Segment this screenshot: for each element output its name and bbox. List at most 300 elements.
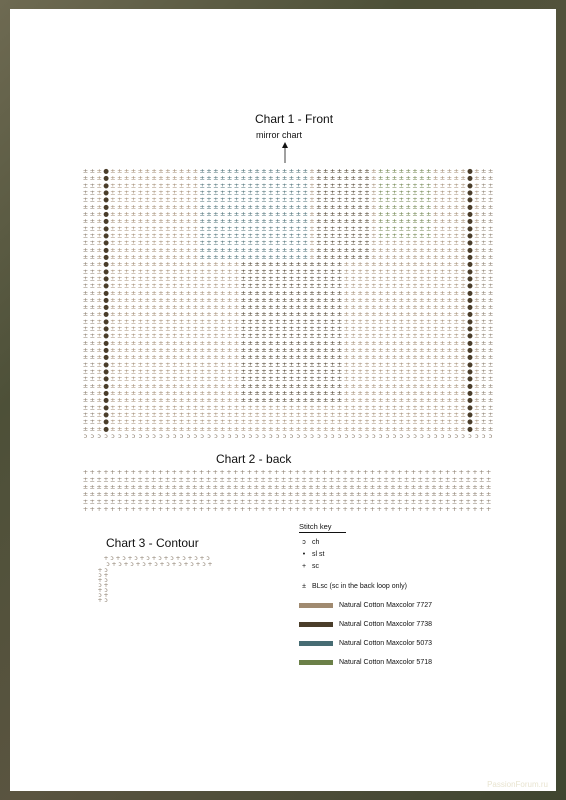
- stitch-mark: ±: [206, 310, 212, 319]
- stitch-mark: ±: [96, 410, 102, 419]
- stitch-mark: ±: [240, 388, 247, 397]
- stitch-mark: ±: [117, 202, 123, 211]
- stitch-mark: +: [157, 468, 164, 477]
- stitch-mark: ±: [130, 490, 136, 499]
- stitch-mark: +: [239, 468, 246, 477]
- stitch-mark: ↄ: [475, 431, 479, 440]
- stitch-mark: ±: [192, 231, 199, 240]
- stitch-mark: ±: [405, 403, 411, 412]
- stitch-mark: ±: [123, 202, 130, 211]
- stitch-mark: ±: [178, 245, 185, 254]
- stitch-mark: ±: [110, 238, 116, 247]
- stitch-mark: ±: [213, 217, 219, 226]
- key-color-label-5718: Natural Cotton Maxcolor 5718: [339, 659, 432, 666]
- stitch-mark: ±: [419, 381, 425, 390]
- stitch-mark: ±: [144, 324, 150, 333]
- stitch-mark: ±: [261, 245, 267, 254]
- stitch-mark: ±: [343, 424, 350, 433]
- stitch-mark: ±: [432, 260, 439, 269]
- stitch-mark: ±: [247, 338, 253, 347]
- stitch-mark: ±: [329, 374, 336, 383]
- stitch-mark: ±: [226, 281, 233, 290]
- stitch-mark: ±: [261, 346, 267, 355]
- stitch-mark: ±: [350, 324, 356, 333]
- stitch-mark: ±: [137, 424, 144, 433]
- stitch-mark: ↄ: [206, 555, 210, 562]
- stitch-mark: ±: [357, 360, 363, 369]
- stitch-mark: ±: [110, 260, 116, 269]
- stitch-mark: ±: [465, 490, 471, 499]
- stitch-mark: ±: [446, 317, 453, 326]
- stitch-mark: ±: [117, 381, 123, 390]
- stitch-mark: ●: [467, 346, 473, 355]
- stitch-mark: ±: [89, 410, 96, 419]
- stitch-mark: ±: [377, 252, 384, 261]
- stitch-mark: ±: [453, 195, 459, 204]
- stitch-mark: ±: [424, 490, 430, 499]
- stitch-mark: +: [103, 582, 109, 589]
- stitch-mark: ±: [376, 497, 382, 506]
- stitch-mark: ±: [199, 410, 205, 419]
- stitch-mark: ±: [474, 210, 480, 219]
- stitch-mark: ±: [391, 252, 398, 261]
- stitch-mark: ±: [329, 181, 336, 190]
- stitch-mark: ±: [281, 281, 288, 290]
- stitch-mark: ●: [467, 331, 473, 340]
- stitch-mark: ±: [137, 346, 144, 355]
- stitch-mark: ±: [96, 181, 102, 190]
- stitch-mark: ±: [96, 317, 102, 326]
- stitch-mark: ±: [110, 274, 116, 283]
- stitch-mark: ±: [192, 417, 199, 426]
- stitch-mark: ±: [288, 295, 295, 304]
- stitch-mark: ±: [302, 260, 308, 269]
- stitch-mark: ±: [240, 424, 247, 433]
- stitch-mark: ±: [398, 346, 405, 355]
- stitch-mark: ±: [377, 317, 384, 326]
- pattern-sheet: [10, 9, 556, 791]
- stitch-mark: ±: [185, 274, 192, 283]
- stitch-mark: ±: [397, 475, 403, 484]
- stitch-mark: ±: [110, 303, 116, 312]
- stitch-mark: ±: [130, 217, 137, 226]
- stitch-mark: ±: [316, 396, 322, 405]
- stitch-mark: ±: [357, 260, 363, 269]
- stitch-mark: ±: [151, 417, 157, 426]
- stitch-mark: ±: [398, 396, 405, 405]
- stitch-mark: ●: [103, 353, 109, 362]
- stitch-mark: ±: [329, 381, 336, 390]
- stitch-mark: ±: [439, 396, 446, 405]
- stitch-mark: +: [219, 504, 225, 513]
- stitch-mark: ±: [335, 497, 341, 506]
- stitch-mark: ●: [103, 310, 109, 319]
- stitch-mark: ±: [309, 353, 315, 362]
- stitch-mark: ±: [151, 360, 157, 369]
- stitch-mark: ±: [165, 388, 171, 397]
- stitch-mark: ±: [350, 267, 356, 276]
- stitch-mark: ±: [384, 360, 391, 369]
- stitch-mark: ±: [412, 388, 418, 397]
- stitch-mark: ±: [336, 417, 343, 426]
- stitch-mark: ±: [487, 210, 494, 219]
- stitch-mark: +: [130, 504, 136, 513]
- stitch-mark: ±: [460, 324, 466, 333]
- stitch-mark: ●: [467, 274, 473, 283]
- stitch-mark: ±: [438, 475, 444, 484]
- stitch-mark: ±: [391, 331, 398, 340]
- stitch-mark: ±: [349, 490, 355, 499]
- stitch-mark: ±: [412, 267, 418, 276]
- stitch-mark: ±: [274, 303, 281, 312]
- stitch-mark: ±: [254, 381, 260, 390]
- stitch-mark: ±: [151, 217, 157, 226]
- stitch-mark: ±: [82, 174, 89, 183]
- stitch-mark: ±: [403, 482, 410, 491]
- stitch-mark: ±: [371, 295, 377, 304]
- stitch-mark: ±: [144, 367, 150, 376]
- stitch-mark: ±: [254, 288, 260, 297]
- stitch-mark: ±: [96, 224, 102, 233]
- stitch-mark: +: [362, 504, 369, 513]
- stitch-mark: ±: [350, 424, 356, 433]
- stitch-mark: ±: [268, 167, 274, 176]
- stitch-mark: ±: [398, 202, 405, 211]
- stitch-mark: ±: [281, 238, 288, 247]
- stitch-mark: ±: [419, 295, 425, 304]
- stitch-mark: ±: [185, 346, 192, 355]
- stitch-mark: ±: [316, 403, 322, 412]
- stitch-mark: ±: [487, 167, 494, 176]
- stitch-mark: +: [294, 504, 300, 513]
- stitch-mark: ±: [130, 338, 137, 347]
- stitch-mark: ±: [398, 424, 405, 433]
- stitch-mark: ±: [398, 245, 405, 254]
- stitch-mark: ±: [233, 195, 240, 204]
- stitch-mark: ●: [103, 288, 109, 297]
- stitch-mark: ±: [219, 497, 225, 506]
- stitch-mark: ±: [453, 245, 459, 254]
- stitch-mark: ±: [185, 331, 192, 340]
- stitch-mark: ±: [144, 281, 150, 290]
- stitch-mark: ±: [240, 274, 247, 283]
- stitch-mark: ±: [309, 174, 315, 183]
- stitch-mark: ±: [323, 424, 329, 433]
- stitch-mark: ±: [137, 317, 144, 326]
- stitch-mark: ±: [288, 360, 295, 369]
- stitch-mark: ±: [158, 202, 164, 211]
- stitch-mark: ±: [474, 310, 480, 319]
- stitch-mark: ±: [391, 338, 398, 347]
- stitch-mark: ±: [460, 410, 466, 419]
- stitch-mark: ±: [424, 497, 430, 506]
- stitch-mark: ●: [467, 188, 473, 197]
- stitch-mark: ±: [185, 388, 192, 397]
- stitch-mark: ±: [405, 324, 411, 333]
- stitch-mark: ±: [96, 281, 102, 290]
- stitch-mark: ±: [96, 338, 102, 347]
- stitch-mark: ±: [192, 295, 199, 304]
- stitch-mark: +: [321, 468, 328, 477]
- stitch-mark: +: [253, 468, 259, 477]
- stitch-mark: ±: [213, 238, 219, 247]
- stitch-mark: ±: [130, 388, 137, 397]
- stitch-mark: ±: [426, 310, 432, 319]
- stitch-mark: ±: [89, 295, 96, 304]
- stitch-mark: +: [164, 504, 171, 513]
- stitch-mark: ±: [117, 417, 123, 426]
- stitch-mark: +: [212, 504, 218, 513]
- stitch-mark: ±: [233, 188, 240, 197]
- stitch-mark: +: [315, 468, 321, 477]
- stitch-mark: ±: [178, 403, 185, 412]
- stitch-mark: ±: [309, 417, 315, 426]
- stitch-mark: ±: [315, 475, 321, 484]
- stitch-mark: ±: [117, 260, 123, 269]
- stitch-mark: ±: [213, 288, 219, 297]
- stitch-mark: ±: [274, 288, 281, 297]
- stitch-mark: ±: [453, 210, 459, 219]
- back-loop-sc-icon: ±: [302, 583, 306, 590]
- stitch-mark: ±: [412, 224, 418, 233]
- stitch-mark: ±: [261, 410, 267, 419]
- stitch-mark: ±: [110, 310, 116, 319]
- stitch-mark: ±: [110, 267, 116, 276]
- stitch-mark: ±: [226, 424, 233, 433]
- stitch-mark: ±: [281, 367, 288, 376]
- stitch-mark: ±: [246, 475, 253, 484]
- stitch-mark: ±: [377, 396, 384, 405]
- stitch-mark: ±: [254, 210, 260, 219]
- stitch-mark: ±: [336, 367, 343, 376]
- stitch-mark: ±: [357, 388, 363, 397]
- stitch-mark: ↄ: [365, 431, 369, 440]
- stitch-mark: ±: [274, 274, 281, 283]
- stitch-mark: ±: [398, 310, 405, 319]
- stitch-mark: ±: [295, 295, 302, 304]
- stitch-mark: ±: [192, 381, 199, 390]
- stitch-mark: ±: [274, 374, 281, 383]
- stitch-mark: ±: [206, 167, 212, 176]
- key-label-slst: sl st: [312, 551, 325, 558]
- stitch-mark: ±: [123, 281, 130, 290]
- stitch-mark: ±: [405, 202, 411, 211]
- stitch-mark: ±: [364, 245, 370, 254]
- stitch-mark: ±: [117, 231, 123, 240]
- stitch-mark: ±: [274, 217, 281, 226]
- stitch-mark: ±: [199, 167, 205, 176]
- stitch-mark: ±: [206, 381, 212, 390]
- stitch-mark: ±: [412, 281, 418, 290]
- stitch-mark: ±: [458, 475, 464, 484]
- stitch-mark: ±: [419, 310, 425, 319]
- stitch-mark: ±: [254, 174, 260, 183]
- stitch-mark: ↄ: [358, 431, 362, 440]
- stitch-mark: ±: [316, 360, 322, 369]
- stitch-mark: +: [130, 468, 136, 477]
- stitch-mark: ±: [453, 260, 459, 269]
- stitch-mark: ±: [151, 231, 157, 240]
- stitch-mark: ±: [199, 424, 205, 433]
- stitch-mark: +: [280, 504, 287, 513]
- stitch-mark: ±: [453, 252, 459, 261]
- stitch-mark: ±: [369, 475, 376, 484]
- stitch-mark: ↄ: [130, 561, 134, 568]
- stitch-mark: ±: [364, 388, 370, 397]
- stitch-mark: ±: [309, 245, 315, 254]
- stitch-mark: ±: [268, 231, 274, 240]
- stitch-mark: ±: [405, 338, 411, 347]
- stitch-mark: ±: [233, 482, 239, 491]
- stitch-mark: ±: [192, 374, 199, 383]
- stitch-mark: ±: [288, 274, 295, 283]
- stitch-mark: ±: [192, 188, 199, 197]
- stitch-mark: ±: [390, 490, 396, 499]
- stitch-mark: ±: [432, 367, 439, 376]
- stitch-mark: ±: [199, 267, 205, 276]
- stitch-mark: ±: [371, 217, 377, 226]
- stitch-mark: +: [315, 504, 321, 513]
- stitch-mark: ±: [96, 274, 102, 283]
- stitch-mark: ±: [329, 267, 336, 276]
- stitch-mark: ±: [438, 497, 444, 506]
- stitch-mark: ±: [82, 238, 89, 247]
- stitch-mark: ±: [364, 346, 370, 355]
- stitch-mark: ±: [158, 353, 164, 362]
- stitch-mark: ±: [239, 475, 246, 484]
- stitch-mark: ±: [192, 303, 199, 312]
- stitch-mark: ±: [329, 310, 336, 319]
- stitch-mark: ±: [96, 295, 102, 304]
- stitch-mark: ±: [364, 202, 370, 211]
- stitch-mark: ±: [350, 295, 356, 304]
- stitch-mark: ●: [467, 324, 473, 333]
- stitch-mark: +: [410, 468, 417, 477]
- stitch-mark: ±: [247, 403, 253, 412]
- stitch-mark: ±: [371, 338, 377, 347]
- stitch-mark: ±: [446, 360, 453, 369]
- stitch-mark: ±: [96, 475, 102, 484]
- stitch-mark: ±: [377, 417, 384, 426]
- stitch-mark: ±: [206, 360, 212, 369]
- stitch-mark: ±: [123, 310, 130, 319]
- stitch-mark: ±: [480, 367, 487, 376]
- stitch-mark: +: [111, 561, 117, 568]
- stitch-mark: ±: [268, 374, 274, 383]
- stitch-mark: ±: [480, 174, 487, 183]
- stitch-mark: ±: [432, 324, 439, 333]
- stitch-mark: ±: [397, 497, 403, 506]
- stitch-mark: ±: [453, 224, 459, 233]
- stitch-mark: ±: [405, 245, 411, 254]
- stitch-mark: ±: [309, 374, 315, 383]
- stitch-mark: +: [226, 504, 232, 513]
- stitch-mark: ±: [432, 281, 439, 290]
- stitch-mark: ±: [485, 482, 492, 491]
- stitch-mark: ±: [89, 367, 96, 376]
- stitch-mark: ±: [213, 188, 219, 197]
- stitch-mark: ±: [213, 367, 219, 376]
- stitch-mark: ±: [268, 281, 274, 290]
- stitch-mark: ±: [96, 231, 102, 240]
- stitch-mark: ±: [220, 245, 226, 254]
- stitch-mark: ±: [185, 482, 191, 491]
- stitch-mark: ±: [281, 267, 288, 276]
- stitch-mark: ±: [472, 490, 478, 499]
- stitch-mark: ±: [460, 231, 466, 240]
- stitch-mark: ±: [336, 353, 343, 362]
- stitch-mark: ±: [110, 331, 116, 340]
- stitch-mark: ±: [308, 482, 314, 491]
- stitch-mark: ±: [178, 396, 185, 405]
- stitch-mark: ±: [219, 482, 225, 491]
- stitch-mark: ±: [178, 482, 184, 491]
- stitch-mark: ±: [480, 231, 487, 240]
- stitch-mark: ±: [364, 403, 370, 412]
- stitch-mark: ±: [171, 360, 178, 369]
- stitch-mark: ±: [226, 403, 233, 412]
- stitch-mark: ±: [165, 360, 171, 369]
- stitch-mark: ↄ: [182, 555, 186, 562]
- stitch-mark: ±: [356, 497, 362, 506]
- stitch-mark: ●: [467, 303, 473, 312]
- stitch-mark: ±: [405, 346, 411, 355]
- stitch-mark: ±: [316, 252, 322, 261]
- stitch-mark: ±: [89, 346, 96, 355]
- stitch-mark: ±: [171, 367, 178, 376]
- stitch-mark: ±: [268, 288, 274, 297]
- stitch-mark: ±: [192, 245, 199, 254]
- stitch-mark: ±: [185, 288, 192, 297]
- stitch-mark: ±: [384, 381, 391, 390]
- stitch-mark: ±: [302, 410, 308, 419]
- stitch-mark: ±: [350, 338, 356, 347]
- stitch-mark: ±: [301, 490, 307, 499]
- stitch-mark: ±: [343, 202, 350, 211]
- stitch-mark: ±: [302, 167, 308, 176]
- stitch-mark: ±: [309, 267, 315, 276]
- stitch-mark: ±: [110, 174, 116, 183]
- stitch-mark: ±: [89, 224, 96, 233]
- stitch-mark: ±: [391, 210, 398, 219]
- stitch-mark: ±: [261, 367, 267, 376]
- stitch-mark: ±: [96, 260, 102, 269]
- stitch-mark: ±: [233, 410, 240, 419]
- stitch-mark: ±: [123, 396, 130, 405]
- stitch-mark: ±: [144, 295, 150, 304]
- stitch-mark: ±: [295, 403, 302, 412]
- stitch-mark: ±: [474, 288, 480, 297]
- stitch-mark: ±: [171, 238, 178, 247]
- stitch-mark: +: [115, 555, 121, 562]
- stitch-mark: ±: [82, 252, 89, 261]
- stitch-mark: ±: [316, 260, 322, 269]
- stitch-mark: ±: [329, 281, 336, 290]
- stitch-mark: ↄ: [110, 555, 114, 562]
- stitch-mark: ±: [89, 424, 96, 433]
- stitch-mark: ±: [391, 374, 398, 383]
- stitch-mark: ±: [288, 281, 295, 290]
- stitch-mark: ±: [329, 174, 336, 183]
- stitch-mark: ±: [412, 245, 418, 254]
- stitch-mark: ±: [350, 396, 356, 405]
- stitch-mark: +: [123, 561, 129, 568]
- stitch-mark: ±: [364, 353, 370, 362]
- stitch-mark: ±: [336, 396, 343, 405]
- stitch-mark: ±: [453, 367, 459, 376]
- stitch-mark: ●: [103, 174, 109, 183]
- stitch-mark: ±: [384, 274, 391, 283]
